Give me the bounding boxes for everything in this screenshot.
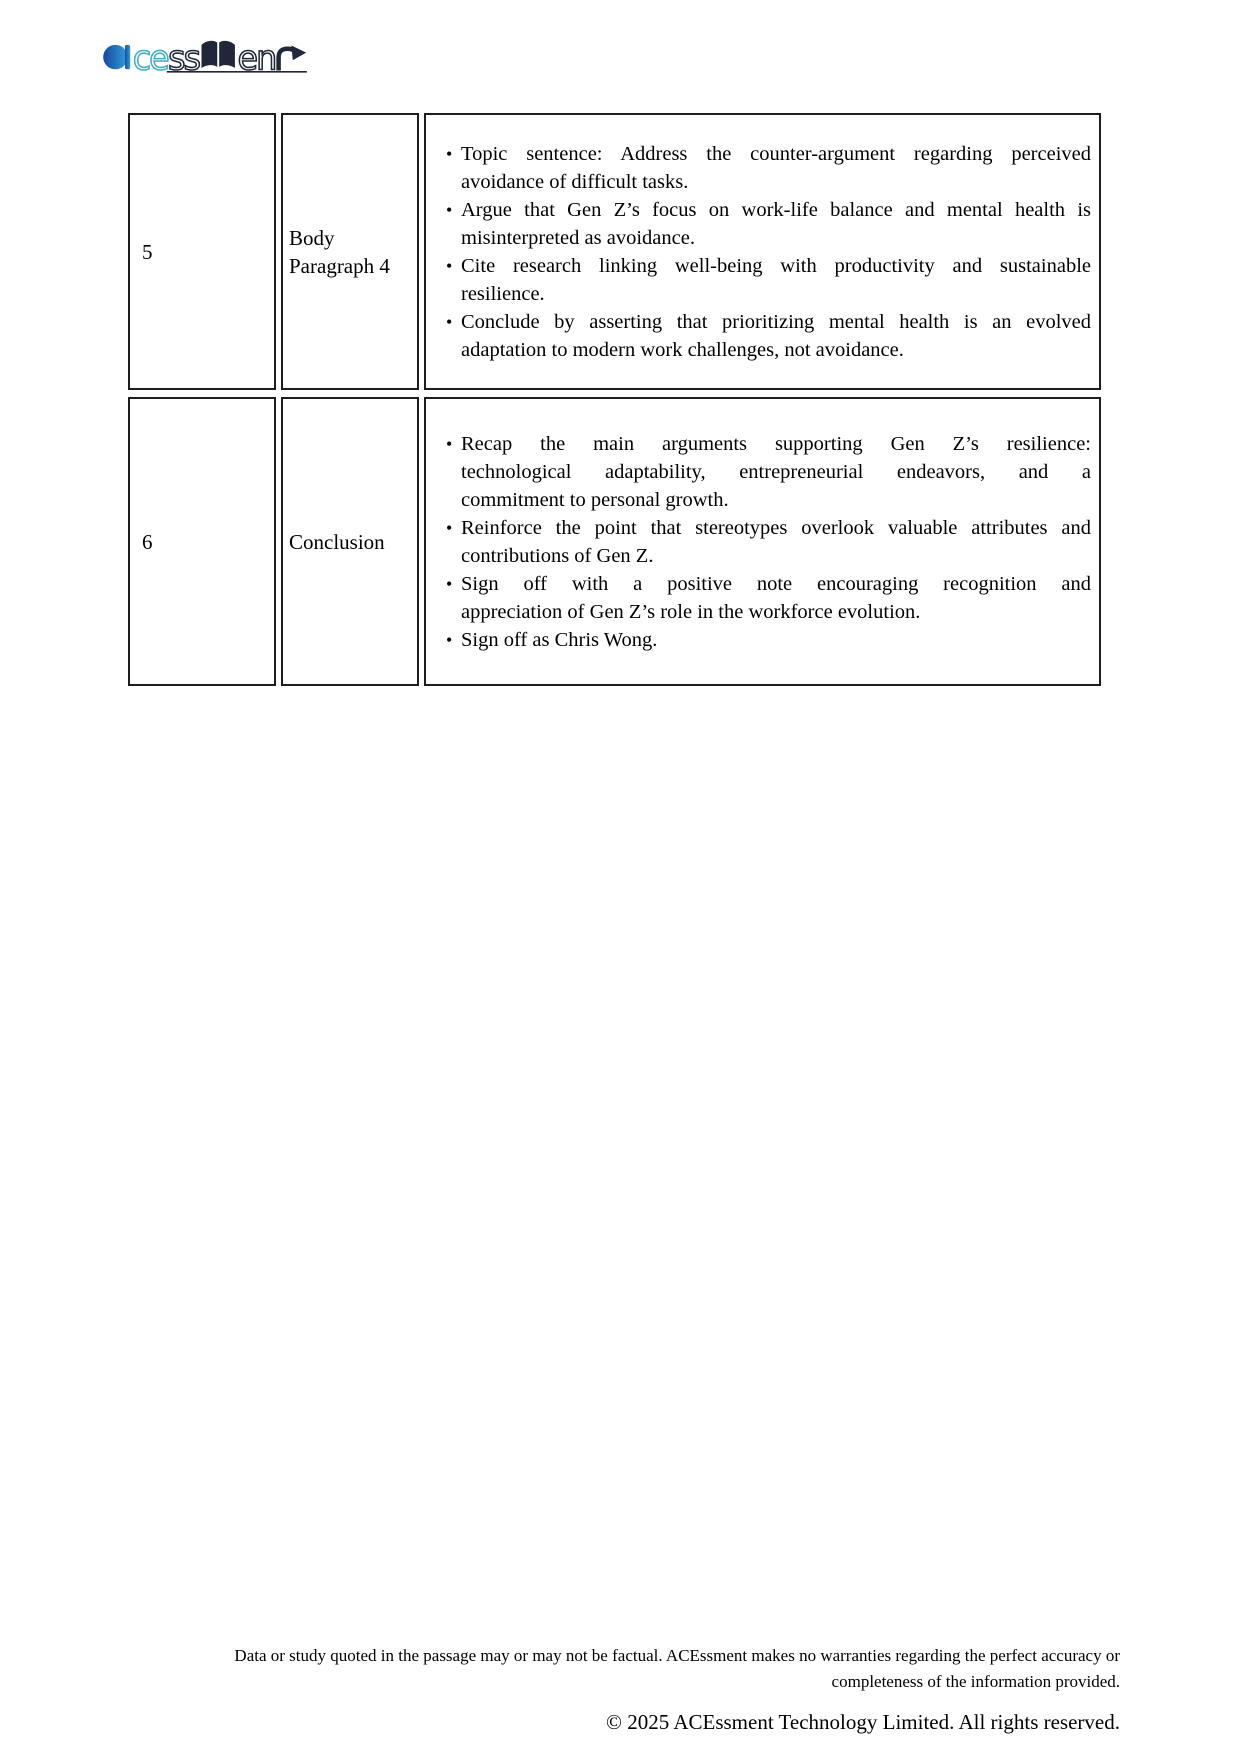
bullet-list	[446, 140, 1091, 364]
disclaimer-line: completeness of the information provided.	[831, 1672, 1120, 1691]
essay-outline-table	[128, 113, 1101, 686]
row-number-cell	[128, 113, 276, 390]
bullet-marker: •	[446, 199, 453, 220]
bullet-text-line: avoidance of difficult tasks.	[461, 170, 689, 193]
bullet-text-line: technological adaptability, entrepreneurial endeavors, and a	[461, 460, 1091, 483]
bullet-text-line: commitment to personal growth.	[461, 488, 729, 511]
row-number-cell	[128, 397, 276, 686]
bullet-marker: •	[446, 517, 453, 538]
disclaimer-text	[120, 1643, 1120, 1695]
section-label: Conclusion	[289, 529, 385, 554]
bullet-list	[446, 430, 1091, 654]
bullet-item	[446, 430, 1091, 514]
section-label: Body Paragraph 4	[289, 225, 390, 278]
acessment-logo	[100, 33, 312, 76]
bullet-marker: •	[446, 573, 453, 594]
bullet-item	[446, 626, 1091, 654]
bullet-item	[446, 140, 1091, 196]
bullet-text-line: resilience.	[461, 282, 545, 305]
logo-text-ss: ss	[168, 38, 200, 76]
copyright-text: © 2025 ACEssment Technology Limited. All rights reserved.	[606, 1710, 1120, 1734]
row-content-cell	[424, 397, 1101, 686]
bullet-marker: •	[446, 311, 453, 332]
disclaimer-line: Data or study quoted in the passage may or may not be factual. ACEssment makes no warranties regarding the perfect accuracy or	[234, 1646, 1120, 1665]
logo-text-ce: ce	[132, 38, 168, 76]
bullet-text-line: appreciation of Gen Z’s role in the workforce evolution.	[461, 600, 921, 623]
bullet-marker: •	[446, 143, 453, 164]
bullet-text-line: Sign off with a positive note encouraging recognition and	[461, 572, 1091, 595]
bullet-item	[446, 308, 1091, 364]
bullet-item	[446, 196, 1091, 252]
bullet-text-line: Cite research linking well-being with productivity and sustainable	[461, 254, 1091, 277]
row-section-cell	[281, 113, 419, 390]
bullet-text-line: Conclude by asserting that prioritizing mental health is an evolved	[461, 310, 1091, 333]
logo-letter-a-icon	[103, 45, 130, 69]
bullet-text-line: contributions of Gen Z.	[461, 544, 654, 567]
bullet-text-line: Reinforce the point that stereotypes overlook valuable attributes and	[461, 516, 1091, 539]
bullet-text-line: Recap the main arguments supporting Gen Z’s resilience:	[461, 432, 1091, 455]
bullet-text-line: Sign off as Chris Wong.	[461, 628, 658, 651]
bullet-text-line: adaptation to modern work challenges, not avoidance.	[461, 338, 904, 361]
bullet-marker: •	[446, 255, 453, 276]
bullet-text-line: misinterpreted as avoidance.	[461, 226, 695, 249]
bullet-marker: •	[446, 629, 453, 650]
acessment-logo-graphic	[100, 33, 312, 76]
bullet-item	[446, 514, 1091, 570]
bullet-item	[446, 570, 1091, 626]
row-content-cell	[424, 113, 1101, 390]
row-number: 6	[142, 529, 153, 554]
row-section-cell	[281, 397, 419, 686]
row-number: 5	[142, 239, 153, 264]
bullet-item	[446, 252, 1091, 308]
bullet-marker: •	[446, 433, 453, 454]
bullet-text-line: Topic sentence: Address the counter-argument regarding perceived	[461, 142, 1091, 165]
arrow-icon	[279, 46, 307, 71]
logo-text-en: en	[237, 38, 276, 76]
open-book-icon	[202, 41, 235, 68]
bullet-text-line: Argue that Gen Z’s focus on work-life balance and mental health is	[461, 198, 1091, 221]
